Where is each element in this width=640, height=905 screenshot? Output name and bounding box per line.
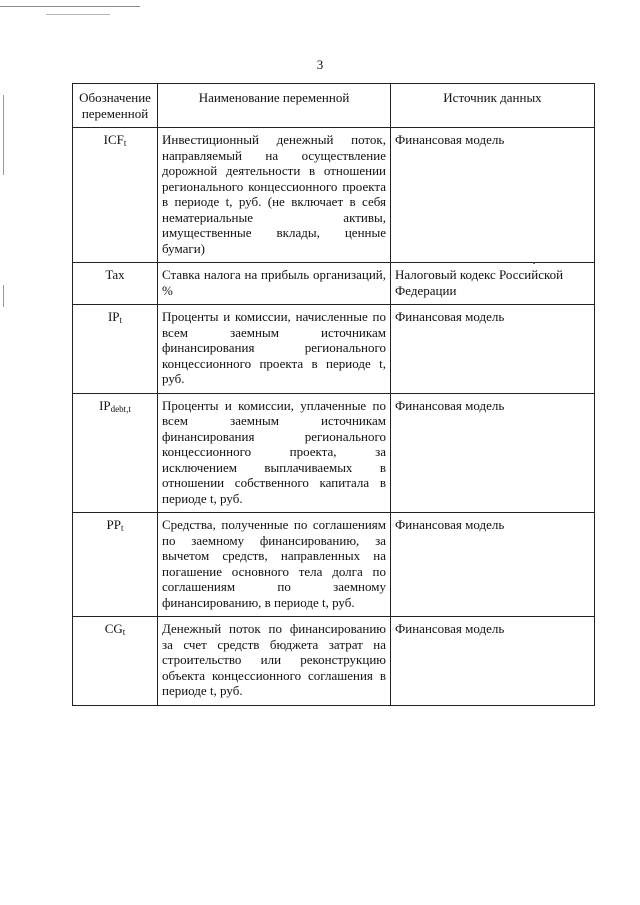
scan-speck <box>533 262 535 264</box>
symbol-base: IP <box>99 397 111 413</box>
symbol-subscript: debt,t <box>110 403 131 414</box>
margin-mark <box>3 285 4 307</box>
variables-table <box>72 83 595 706</box>
symbol-base: Tax <box>105 267 125 282</box>
symbol-subscript: t <box>122 627 126 637</box>
table-row <box>73 617 595 706</box>
header-source: Источник данных <box>391 84 595 128</box>
row-name: Проценты и комиссии, начисленные по всем заемным источникам финансирования регионального концессионного проекта в периоде t, руб. <box>158 305 391 394</box>
row-source: Финансовая модель <box>391 513 595 617</box>
row-symbol <box>73 128 158 263</box>
row-name: Ставка налога на прибыль организаций, % <box>158 263 391 305</box>
row-source: Финансовая модель <box>391 393 595 513</box>
margin-mark <box>3 95 4 175</box>
row-symbol <box>73 263 158 305</box>
symbol-base: CG <box>104 621 123 636</box>
row-name: Денежный поток по финансированию за счет средств бюджета затрат на строительство или реконструкцию объекта концессионного соглашения в периоде t, руб. <box>158 617 391 706</box>
table-row <box>73 393 595 513</box>
row-source: Финансовая модель <box>391 128 595 263</box>
row-name: Инвестиционный денежный поток, направляемый на осуществление дорожной деятельности в отношении регионального концессионного проекта в периоде t, руб. (не включает в себя нематериальные активы, имущественные вклады, ценные бумаги) <box>158 128 391 263</box>
table-row <box>73 305 595 394</box>
table-header-row <box>73 84 595 128</box>
table-row <box>73 263 595 305</box>
table-row <box>73 513 595 617</box>
row-source: Налоговый кодекс Российской Федерации <box>391 263 595 305</box>
header-symbol: Обозначение переменной <box>73 84 158 128</box>
scan-artifact-line <box>0 6 140 7</box>
row-symbol <box>73 393 158 513</box>
scan-artifact-line <box>46 14 110 15</box>
symbol-subscript: t <box>120 523 124 533</box>
symbol-base: PP <box>106 517 121 532</box>
row-source: Финансовая модель <box>391 305 595 394</box>
symbol-base: IP <box>107 309 120 324</box>
table-row <box>73 128 595 263</box>
row-name: Средства, полученные по соглашениям по заемному финансированию, за вычетом средств, направленных на погашение основного тела долга по соглашениям по заемному финансированию, в периоде t, руб. <box>158 513 391 617</box>
header-name: Наименование переменной <box>158 84 391 128</box>
row-name: Проценты и комиссии, уплаченные по всем заемным источникам финансирования регионального концессионного проекта, за исключением выплачиваемых в отношении собственного капитала в периоде t, руб. <box>158 393 391 513</box>
symbol-subscript: t <box>119 315 123 325</box>
row-symbol <box>73 305 158 394</box>
symbol-base: ICF <box>103 132 124 147</box>
row-symbol <box>73 513 158 617</box>
row-symbol <box>73 617 158 706</box>
page-number: 3 <box>316 57 324 72</box>
symbol-subscript: t <box>123 138 127 148</box>
row-source: Финансовая модель <box>391 617 595 706</box>
